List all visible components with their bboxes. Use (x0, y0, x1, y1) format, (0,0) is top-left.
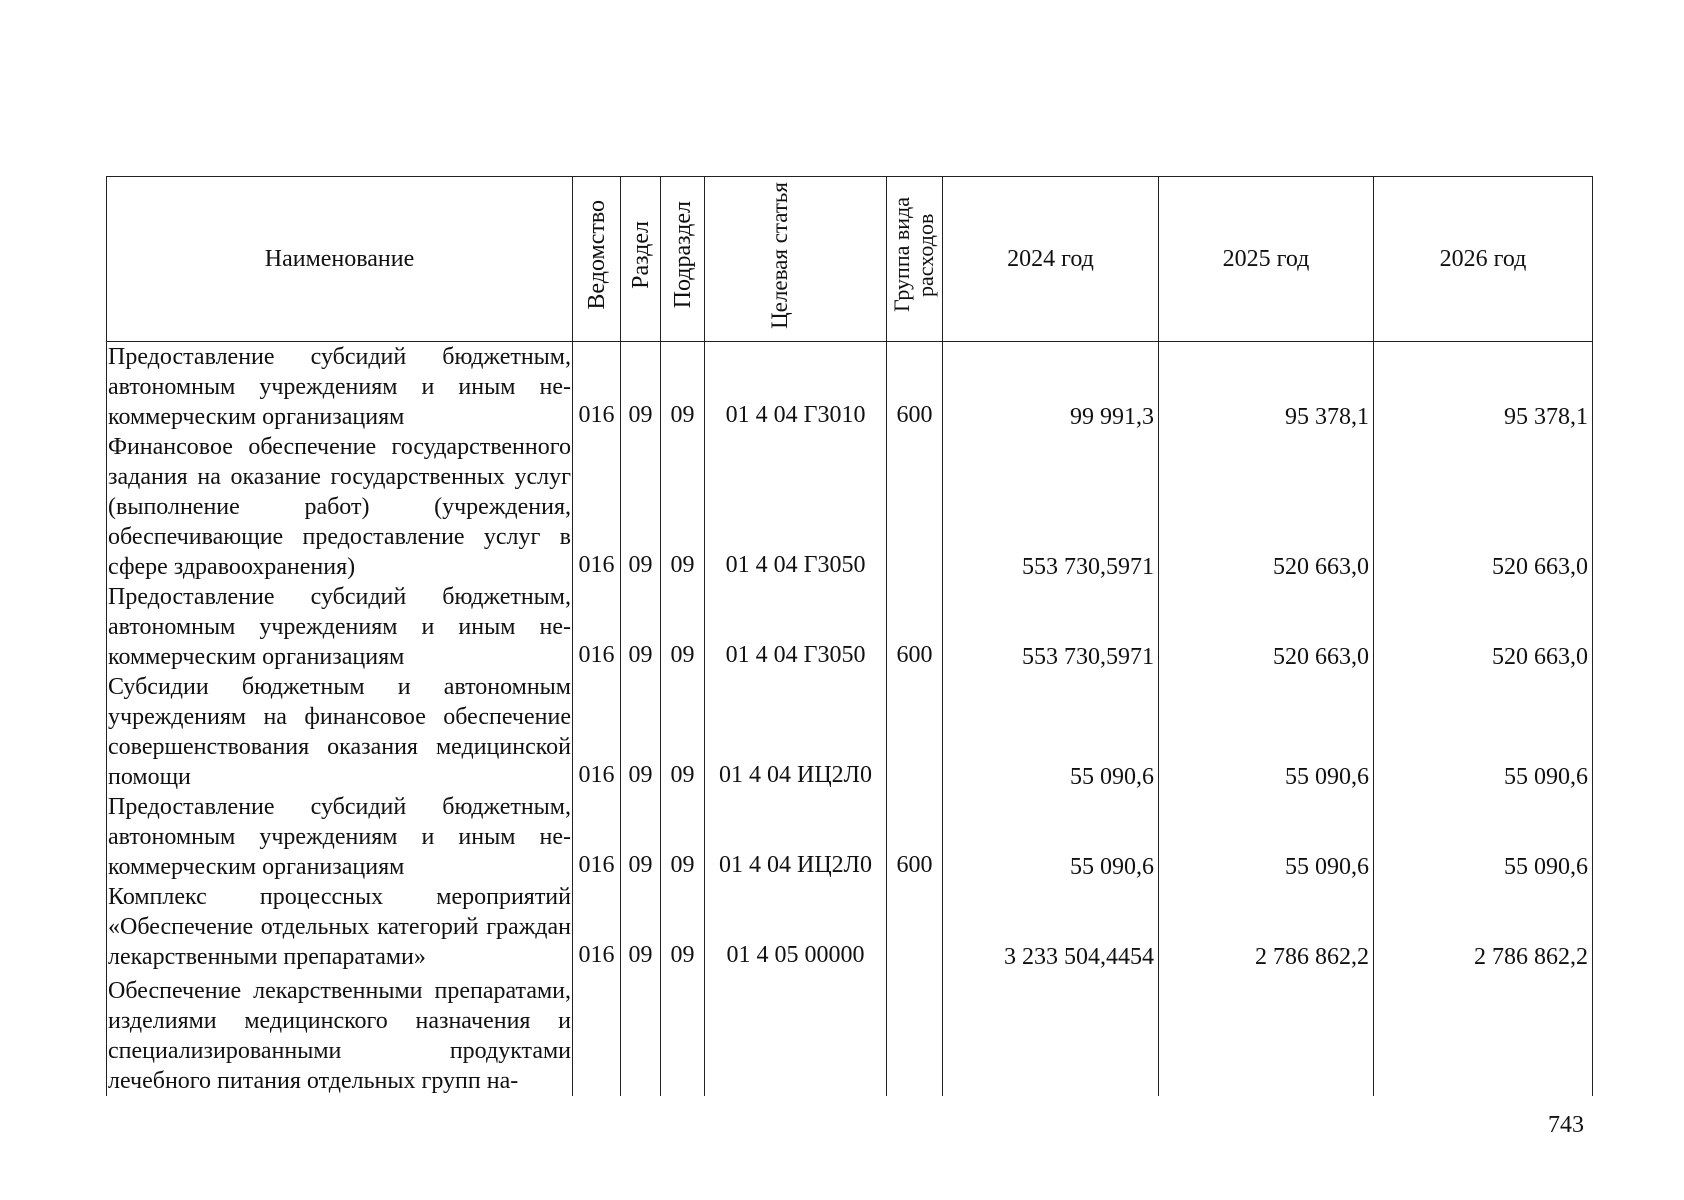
header-gruppa: Группа вида расходов (887, 177, 943, 342)
row-2024: 55 090,6 (943, 672, 1159, 792)
table-row (107, 342, 1593, 433)
row-razdel: 09 (621, 342, 661, 433)
row-podrazdel: 09 (661, 342, 705, 433)
row-vedomstvo: 016 (573, 432, 621, 582)
row-vedomstvo: 016 (573, 342, 621, 433)
header-2024: 2024 год (943, 177, 1159, 342)
row-2024: 553 730,5971 (943, 582, 1159, 672)
row-2024 (943, 972, 1159, 1096)
row-celevaya: 01 4 04 Г3010 (705, 342, 887, 433)
row-vedomstvo (573, 972, 621, 1096)
row-2026: 55 090,6 (1374, 792, 1593, 882)
header-name: Наименование (107, 177, 573, 342)
row-name: Предоставление субсидий бюджетным, автономным учреждениям и иным некоммерческим организациям (108, 584, 571, 670)
row-2024: 3 233 504,4454 (943, 882, 1159, 972)
row-name: Субсидии бюджетным и автономным учреждениям на финансовое обеспечение совершенствования оказания медицинской помощи (108, 674, 571, 790)
table-row (107, 432, 1593, 582)
row-name: Предоставление субсидий бюджетным, автономным учреждениям и иным некоммерческим организациям (107, 342, 573, 433)
row-2026: 2 786 862,2 (1374, 882, 1593, 972)
row-name: Комплекс процессных мероприятий «Обеспечение отдельных категорий граждан лекарственными препаратами» (108, 884, 571, 970)
row-2026: 520 663,0 (1374, 582, 1593, 672)
header-podrazdel: Подраздел (661, 177, 705, 342)
row-vedomstvo: 016 (573, 672, 621, 792)
row-vedomstvo: 016 (573, 582, 621, 672)
header-celevaya: Целевая статья (705, 177, 887, 342)
header-razdel: Раздел (621, 177, 661, 342)
row-podrazdel (661, 972, 705, 1096)
row-razdel: 09 (621, 792, 661, 882)
table-row (107, 672, 1593, 792)
header-row (107, 177, 1593, 342)
row-gruppa: 600 (887, 342, 943, 433)
row-2024: 99 991,3 (943, 342, 1159, 433)
row-razdel: 09 (621, 582, 661, 672)
row-2025: 55 090,6 (1159, 672, 1374, 792)
row-name: Предоставление субсидий бюджетным, автономным учреждениям и иным некоммерческим организациям (108, 794, 571, 880)
row-gruppa (887, 672, 943, 792)
row-gruppa (887, 882, 943, 972)
row-2026: 520 663,0 (1374, 432, 1593, 582)
row-podrazdel: 09 (661, 582, 705, 672)
row-gruppa (887, 972, 943, 1096)
row-2026: 55 090,6 (1374, 672, 1593, 792)
row-celevaya: 01 4 04 Г3050 (705, 582, 887, 672)
row-2025: 520 663,0 (1159, 432, 1374, 582)
row-2026 (1374, 972, 1593, 1096)
row-celevaya: 01 4 04 ИЦ2Л0 (705, 792, 887, 882)
header-vedomstvo: Ведомство (573, 177, 621, 342)
row-podrazdel: 09 (661, 882, 705, 972)
row-celevaya (705, 972, 887, 1096)
row-podrazdel: 09 (661, 672, 705, 792)
page-number: 743 (1548, 1112, 1584, 1138)
row-gruppa (887, 432, 943, 582)
row-vedomstvo: 016 (573, 882, 621, 972)
row-razdel: 09 (621, 672, 661, 792)
row-podrazdel: 09 (661, 432, 705, 582)
row-gruppa: 600 (887, 582, 943, 672)
row-razdel: 09 (621, 432, 661, 582)
table-row (107, 792, 1593, 882)
row-name: Финансовое обеспечение государственного задания на оказание государственных услуг (выполнение работ) (учреждения, обеспечивающие предоставление услуг в сфере здравоохранения) (108, 434, 571, 580)
row-celevaya: 01 4 04 Г3050 (705, 432, 887, 582)
row-2025: 95 378,1 (1159, 342, 1374, 433)
row-2025: 55 090,6 (1159, 792, 1374, 882)
header-2026: 2026 год (1374, 177, 1593, 342)
row-celevaya: 01 4 05 00000 (705, 882, 887, 972)
row-name: Обеспечение лекарственными препаратами, изделиями медицинского назначения и специализированными продуктами лечебного питания отдельных групп на- (107, 972, 573, 1096)
row-razdel: 09 (621, 882, 661, 972)
row-2024: 55 090,6 (943, 792, 1159, 882)
table-row (107, 972, 1593, 1096)
row-2025: 520 663,0 (1159, 582, 1374, 672)
row-podrazdel: 09 (661, 792, 705, 882)
row-vedomstvo: 016 (573, 792, 621, 882)
row-2026: 95 378,1 (1374, 342, 1593, 433)
row-2025: 2 786 862,2 (1159, 882, 1374, 972)
header-2025: 2025 год (1159, 177, 1374, 342)
row-gruppa: 600 (887, 792, 943, 882)
table-row (107, 582, 1593, 672)
row-2025 (1159, 972, 1374, 1096)
row-razdel (621, 972, 661, 1096)
table-row (107, 882, 1593, 972)
budget-table (106, 176, 1593, 1096)
row-celevaya: 01 4 04 ИЦ2Л0 (705, 672, 887, 792)
row-2024: 553 730,5971 (943, 432, 1159, 582)
